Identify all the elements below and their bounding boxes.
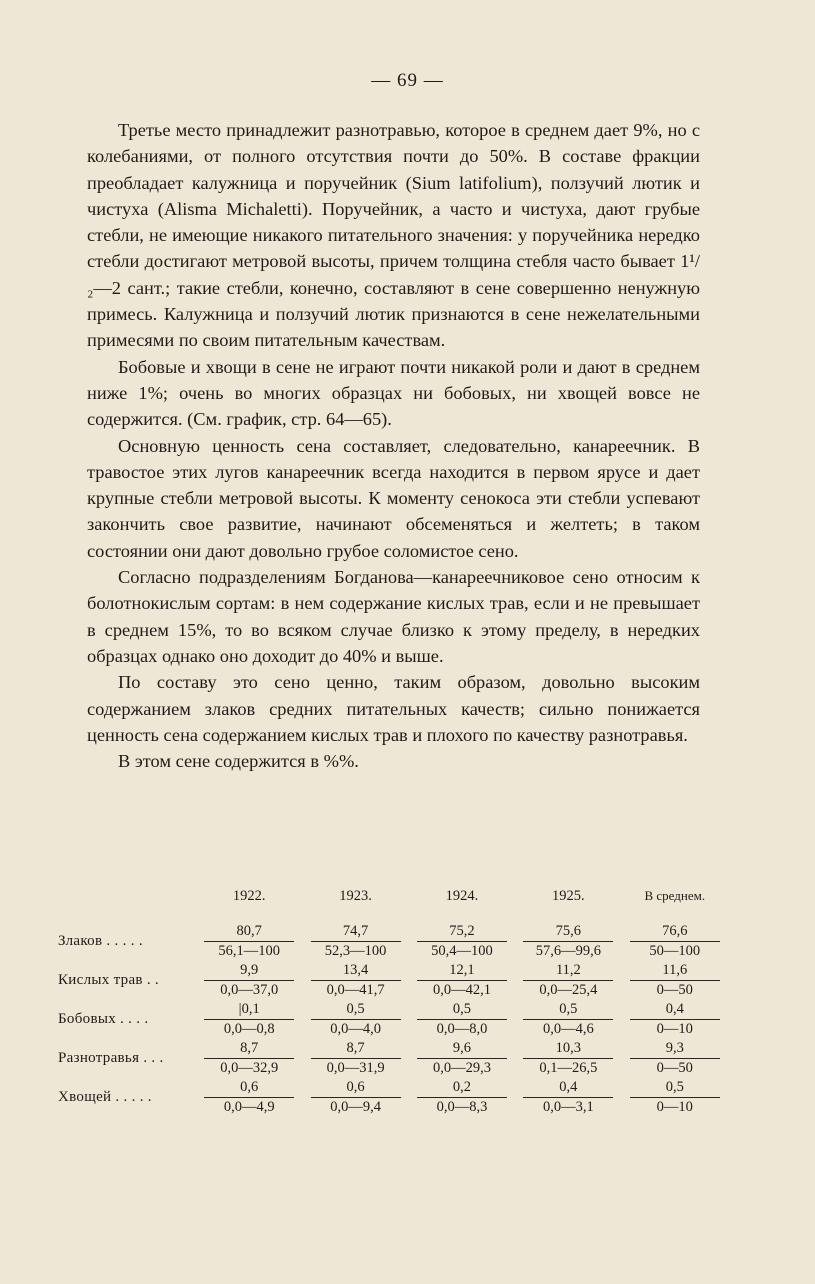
range-value: 0,0—31,9: [311, 1058, 401, 1078]
mean-value: 9,6: [452, 1040, 472, 1056]
table-cell: [302, 1039, 408, 1078]
mean-value: 10,3: [555, 1040, 582, 1056]
table-cell: [409, 1000, 515, 1039]
table-cell: [196, 1078, 302, 1117]
mean-value: 74,7: [342, 923, 369, 939]
mean-value: 75,2: [449, 923, 475, 939]
range-value: 50,4—100: [417, 941, 507, 961]
mean-value: 0,6: [346, 1079, 365, 1095]
mean-value: 8,7: [240, 1040, 259, 1056]
table-cell: [515, 961, 621, 1000]
range-value: 0,0—4,0: [311, 1019, 401, 1039]
table-cell: [622, 1000, 728, 1039]
row-label: Кислых трав . .: [58, 972, 159, 988]
mean-value: 0,5: [346, 1001, 365, 1017]
range-value: 0,0—42,1: [417, 980, 507, 1000]
range-value: 0—10: [630, 1019, 720, 1039]
table-cell: [515, 1000, 621, 1039]
range-value: 57,6—99,6: [523, 941, 613, 961]
range-value: 0,0—25,4: [523, 980, 613, 1000]
mean-value: 0,5: [665, 1079, 684, 1095]
range-value: 0—50: [630, 980, 720, 1000]
page-number: — 69 —: [371, 70, 444, 91]
range-value: 52,3—100: [311, 941, 401, 961]
table-cell: [622, 922, 728, 961]
paragraph: Бобовые и хвощи в сене не играют почти никакой роли и дают в среднем ниже 1%; очень во многих образцах ни бобовых, ни хвощей вовсе не содержится. (См. график, стр. 64—65).: [87, 356, 700, 430]
range-value: 0,0—37,0: [204, 980, 294, 1000]
range-value: 0,0—4,9: [204, 1097, 294, 1117]
table-cell: [515, 1078, 621, 1117]
table-cell: [409, 1078, 515, 1117]
table-cell: [515, 922, 621, 961]
table-cell: [302, 922, 408, 961]
column-header: 1925.: [552, 888, 585, 904]
row-label: Разнотравья . . .: [58, 1050, 164, 1066]
mean-value: 75,6: [555, 923, 582, 939]
mean-value: 13,4: [342, 962, 369, 978]
row-label: Бобовых . . . .: [58, 1011, 149, 1027]
mean-value: 9,3: [665, 1040, 684, 1056]
row-label: Злаков . . . . .: [58, 933, 143, 949]
table-cell: [622, 1078, 728, 1117]
range-value: 0,0—0,8: [204, 1019, 294, 1039]
composition-table: [58, 886, 728, 1117]
table-cell: [515, 1039, 621, 1078]
range-value: 56,1—100: [204, 941, 294, 961]
range-value: 50—100: [630, 941, 720, 961]
range-value: 0,0—32,9: [204, 1058, 294, 1078]
mean-value: 12,1: [449, 962, 475, 978]
range-value: 0,1—26,5: [523, 1058, 613, 1078]
column-header: 1922.: [232, 888, 266, 904]
table-row: [58, 1039, 728, 1078]
table-cell: [409, 922, 515, 961]
mean-value: 8,7: [346, 1040, 365, 1056]
mean-value: 80,7: [236, 923, 262, 939]
range-value: 0,0—8,0: [417, 1019, 507, 1039]
column-header: 1924.: [445, 888, 479, 904]
range-value: 0—10: [630, 1097, 720, 1117]
table-cell: [196, 1000, 302, 1039]
mean-value: 11,6: [662, 962, 688, 978]
column-header: 1923.: [339, 888, 372, 904]
table-cell: [196, 961, 302, 1000]
paragraph: В этом сене содержится в %%.: [118, 751, 359, 772]
range-value: 0,0—4,6: [523, 1019, 613, 1039]
table-cell: [622, 961, 728, 1000]
column-header: В среднем.: [644, 888, 706, 903]
table-row: [58, 922, 728, 961]
mean-value: |0,1: [238, 1001, 260, 1017]
body-text: [87, 117, 700, 774]
paragraph: Согласно подразделениям Богданова—канареечниковое сено относим к болотнокислым сортам: в нем содержание кислых трав, если и не превышает в среднем 15%, то во всяком случае близко к этому пределу, в нередких образцах однако оно доходит до 40% и выше.: [87, 567, 700, 666]
table-cell: [302, 1000, 408, 1039]
table-cell: [196, 922, 302, 961]
paragraph: По составу это сено ценно, таким образом, довольно высоким содержанием злаков средних питательных качеств; сильно понижается ценность сена содержанием кислых трав и плохого по качеству разнотравья.: [87, 672, 700, 745]
mean-value: 76,6: [662, 923, 688, 939]
table-row: [58, 1000, 728, 1039]
table-cell: [302, 961, 408, 1000]
table-cell: [302, 1078, 408, 1117]
table-cell: [622, 1039, 728, 1078]
mean-value: 0,4: [665, 1001, 684, 1017]
range-value: 0,0—29,3: [417, 1058, 507, 1078]
table-cell: [409, 1039, 515, 1078]
range-value: 0,0—41,7: [311, 980, 401, 1000]
mean-value: 0,4: [559, 1079, 578, 1095]
table-header-row: [58, 886, 728, 922]
range-value: 0—50: [630, 1058, 720, 1078]
mean-value: 11,2: [555, 962, 581, 978]
mean-value: 0,6: [240, 1079, 259, 1095]
range-value: 0,0—8,3: [417, 1097, 507, 1117]
paragraph: Третье место принадлежит разнотравью, которое в среднем дает 9%, но с колебаниями, от полного отсутствия почти до 50%. В составе фракции преобладает калужница и поручейник (Sium latifolium), ползучий лютик и чистуха (Alisma Michaletti). Поручейник, а часто и чистуха, дают грубые стебли, не имеющие никакого питательного значения: у поручейника нередко стебли достигают метровой высоты, причем толщина стебля часто бывает 1¹/₂—2 сант.; такие стебли, конечно, составляют в сене совершенно ненужную примесь. Калужница и ползучий лютик признаются в сене нежелательными примесями по своим питательным качествам.: [87, 120, 700, 351]
mean-value: 0,5: [559, 1001, 578, 1017]
range-value: 0,0—9,4: [311, 1097, 401, 1117]
mean-value: 0,5: [452, 1001, 472, 1017]
table-cell: [409, 961, 515, 1000]
mean-value: 0,2: [452, 1079, 472, 1095]
table-row: [58, 961, 728, 1000]
empty-header: [58, 886, 196, 922]
row-label: Хвощей . . . . .: [58, 1089, 152, 1105]
table-row: [58, 1078, 728, 1117]
paragraph: Основную ценность сена составляет, следовательно, канареечник. В травостое этих лугов канареечник всегда находится в первом ярусе и дает крупные стебли метровой высоты. К моменту сенокоса эти стебли успевают закончить свое развитие, начинают обсеменяться и желтеть; в таком состоянии они дают довольно грубое соломистое сено.: [87, 435, 700, 561]
mean-value: 9,9: [240, 962, 259, 978]
range-value: 0,0—3,1: [523, 1097, 613, 1117]
table-cell: [196, 1039, 302, 1078]
